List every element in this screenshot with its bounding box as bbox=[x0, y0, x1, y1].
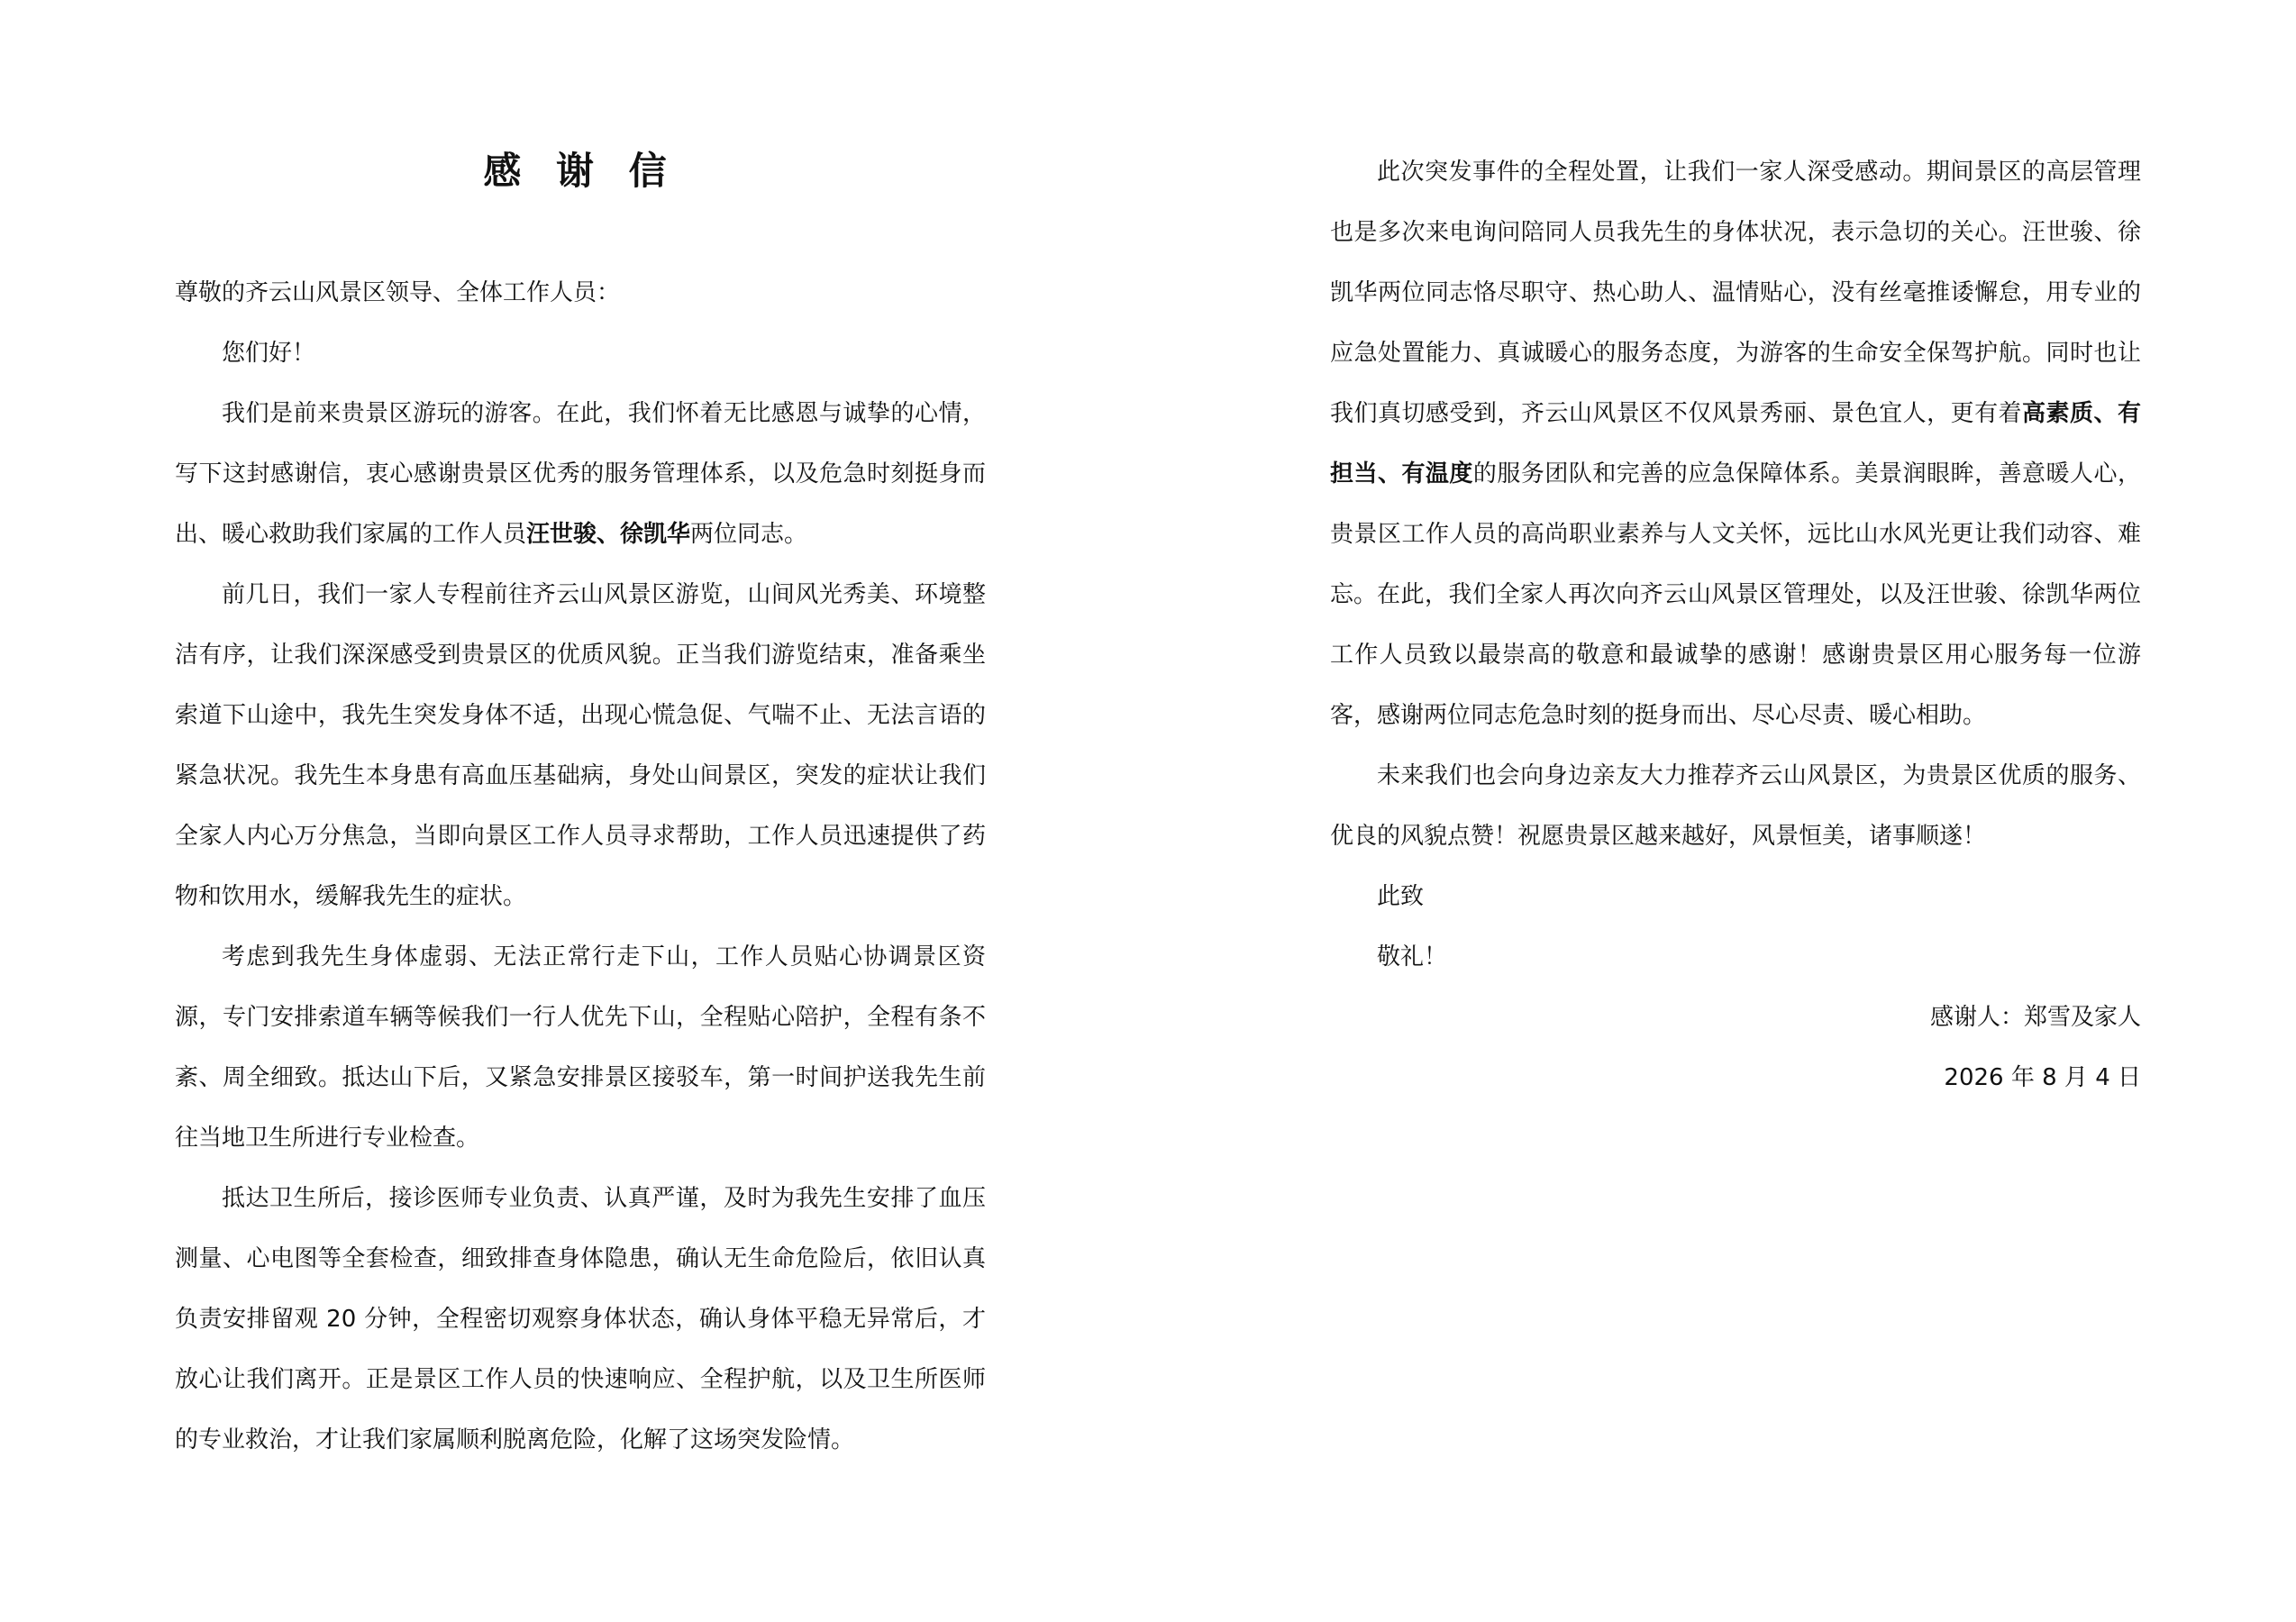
paragraph-1-text: 我们是前来贵景区游玩的游客。在此，我们怀着无比感恩与诚挚的心情，写下这封感谢信，衷心感谢贵景区优秀的服务管理体系，以及危急时刻挺身而出、暖心救助我们家属的工作人员 bbox=[175, 400, 986, 548]
greeting: 您们好！ bbox=[222, 340, 316, 367]
paragraph-5-end: 的服务团队和完善的应急保障体系。美景润眼眸，善意暖人心，贵景区工作人员的高尚职业素养与人文关怀，远比山水风光更让我们动容、难忘。 bbox=[1330, 460, 2141, 608]
paragraph-4: 抵达卫生所后，接诊医师专业负责、认真严谨，及时为我先生安排了血压测量、心电图等全套检查，细致排查身体隐患，确认无生命危险后，依旧认真负责安排留观 20 分钟，全程密切观察身体状态，确认身体平稳无异常后，才放心让我们离开。正是景区工作人员的快速响应、全程护航，以及卫生所医师的专业救治，才让我们家属顺利脱离危险，化解了这场突发险情。 bbox=[175, 1185, 986, 1453]
salutation: 尊敬的齐云山风景区领导、全体工作人员： bbox=[175, 279, 621, 306]
paragraph-6: 在此，我们全家人再次向齐云山风景区管理处，以及汪世骏、徐凯华两位工作人员致以最崇高的敬意和最诚挚的感谢！感谢贵景区用心服务每一位游客，感谢两位同志危急时刻的挺身而出、尽心尽责、暖心相助。 bbox=[1330, 581, 2141, 729]
paragraph-7: 未来我们也会向身边亲友大力推荐齐云山风景区，为贵景区优质的服务、优良的风貌点赞！祝愿贵景区越来越好，风景恒美，诸事顺遂！ bbox=[1330, 762, 2141, 850]
paragraph-2: 前几日，我们一家人专程前往齐云山风景区游览，山间风光秀美、环境整洁有序，让我们深深感受到贵景区的优质风貌。正当我们游览结束，准备乘坐索道下山途中，我先生突发身体不适，出现心慌急促、气喘不止、无法言语的紧急状况。我先生本身患有高血压基础病，身处山间景区，突发的症状让我们全家人内心万分焦急，当即向景区工作人员寻求帮助，工作人员迅速提供了药物和饮用水，缓解我先生的症状。 bbox=[175, 581, 986, 910]
closing-line-2: 敬礼！ bbox=[1377, 943, 1448, 970]
closing-line-1: 此致 bbox=[1377, 883, 1425, 910]
paragraph-3: 考虑到我先生身体虚弱、无法正常行走下山，工作人员贴心协调景区资源，专门安排索道车辆等候我们一行人优先下山，全程贴心陪护，全程有条不紊、周全细致。抵达山下后，又紧急安排景区接驳车，第一时间护送我先生前往当地卫生所进行专业检查。 bbox=[175, 943, 986, 1152]
signature: 感谢人：郑雪及家人 bbox=[1929, 1004, 2141, 1031]
paragraph-5-text: 此次突发事件的全程处置，让我们一家人深受感动。期间景区的高层管理也是多次来电询问陪同人员我先生的身体状况，表示急切的关心。汪世骏、徐凯华两位同志恪尽职守、热心助人、温情贴心，没有丝毫推诿懈怠，用专业的应急处置能力、真诚暖心的服务态度，为游客的生命安全保驾护航。同时也让我们真切感受到，齐云山风景区不仅风景秀丽、景色宜人，更有着 bbox=[1330, 159, 2141, 427]
staff-names: 汪世骏、徐凯华 bbox=[526, 521, 691, 548]
paragraph-1 bbox=[175, 384, 986, 565]
paragraph-1-end: 两位同志。 bbox=[690, 521, 808, 548]
letter-date: 2026 年 8 月 4 日 bbox=[1944, 1064, 2141, 1091]
team-qualities: 高素质、有担当、有温度 bbox=[1330, 400, 2141, 488]
letter-title: 感 谢 信 bbox=[483, 149, 678, 193]
paragraph-5 bbox=[1330, 142, 2141, 625]
